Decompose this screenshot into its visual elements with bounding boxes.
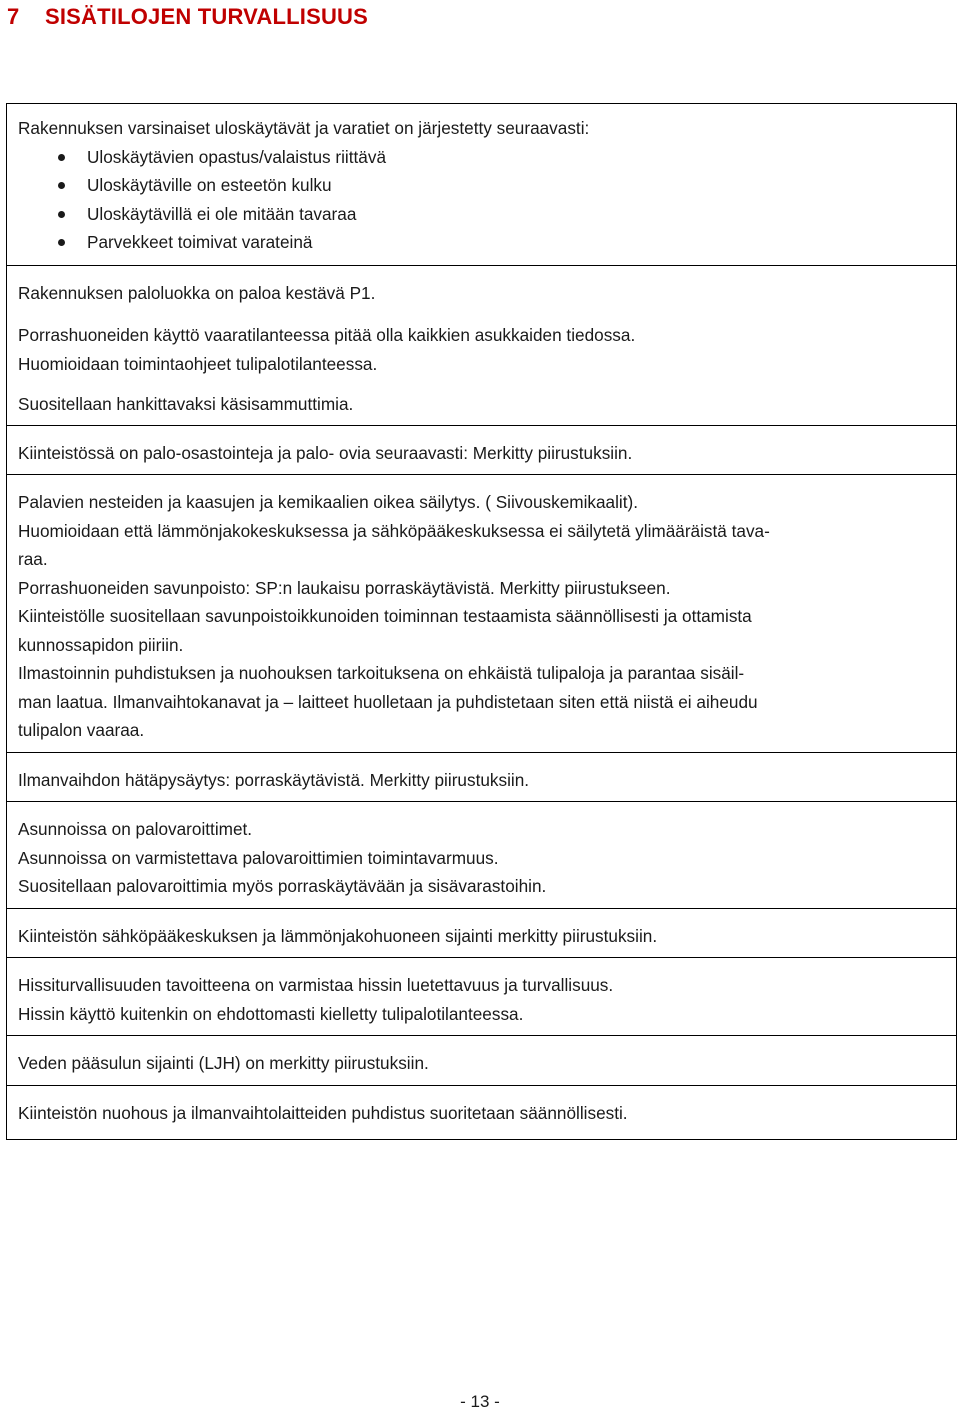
text-line: Suositellaan hankittavaksi käsisammuttimia.: [18, 394, 354, 414]
page-number: - 13 -: [460, 1392, 500, 1411]
text-line: Hissiturvallisuuden tavoitteena on varmistaa hissin luetettavuus ja turvallisuus.: [18, 975, 614, 995]
text-line: Rakennuksen paloluokka on paloa kestävä P1.: [18, 282, 376, 303]
text-line: raa.: [18, 549, 48, 569]
content-table: [6, 103, 957, 1140]
text-line: tulipalon vaaraa.: [18, 720, 145, 740]
cell-water-shutoff: [7, 1036, 956, 1086]
text-line: Huomioidaan että lämmönjakokeskuksessa ja sähköpääkeskuksessa ei säilytetä ylimääräistä tava-: [18, 520, 770, 541]
cell-smoke-alarms: [7, 802, 956, 909]
cell-electrical-room: [7, 909, 956, 959]
text-line: Kiinteistön nuohous ja ilmanvaihtolaitteiden puhdistus suoritetaan säännöllisesti.: [18, 1102, 628, 1123]
section-title: SISÄTILOJEN TURVALLISUUS: [45, 4, 369, 29]
text-line: Asunnoissa on palovaroittimet.: [18, 819, 253, 839]
text-line: Hissin käyttö kuitenkin on ehdottomasti kielletty tulipalotilanteessa.: [18, 1003, 524, 1024]
section-heading: [7, 4, 368, 30]
text-line: Huomioidaan toimintaohjeet tulipalotilanteessa.: [18, 353, 378, 374]
exits-list: [18, 143, 946, 265]
text-line: Porrashuoneiden käyttö vaaratilanteessa pitää olla kaikkien asukkaiden tiedossa.: [18, 325, 636, 345]
list-item: Uloskäytävien opastus/valaistus riittävä: [18, 143, 946, 172]
text-line: Suositellaan palovaroittimia myös porraskäytävään ja sisävarastoihin.: [18, 876, 547, 896]
cell-ventilation-stop: [7, 753, 956, 803]
text-line: Veden pääsulun sijainti (LJH) on merkitty piirustuksiin.: [18, 1053, 429, 1073]
text-line: Porrashuoneiden savunpoisto: SP:n laukaisu porraskäytävistä. Merkitty piirustukseen.: [18, 577, 671, 598]
text-line: Kiinteistössä on palo-osastointeja ja palo- ovia seuraavasti: Merkitty piirustuksiin.: [18, 442, 633, 463]
text-line: kunnossapidon piiriin.: [18, 634, 184, 655]
text-line: Ilmastoinnin puhdistuksen ja nuohouksen tarkoituksena on ehkäistä tulipaloja ja parantaa sisäil-: [18, 663, 745, 683]
list-item: Uloskäytävillä ei ole mitään tavaraa: [18, 200, 946, 229]
text-line: Kiinteistölle suositellaan savunpoistoikkunoiden toiminnan testaamista säännöllisesti ja ottamista: [18, 606, 752, 626]
cell-elevator: [7, 958, 956, 1036]
list-item: Uloskäytäville on esteetön kulku: [18, 171, 946, 200]
text-line: Palavien nesteiden ja kaasujen ja kemikaalien oikea säilytys. ( Siivouskemikaalit).: [18, 492, 639, 512]
text-line: man laatua. Ilmanvaihtokanavat ja – laitteet huolletaan ja puhdistetaan siten että niistä ei aiheudu: [18, 691, 758, 712]
text-line: Ilmanvaihdon hätäpysäytys: porraskäytävistä. Merkitty piirustuksiin.: [18, 769, 530, 790]
exits-intro: Rakennuksen varsinaiset uloskäytävät ja varatiet on järjestetty seuraavasti:: [18, 118, 590, 138]
cell-compartments: [7, 426, 956, 476]
text-line: Asunnoissa on varmistettava palovaroittimien toimintavarmuus.: [18, 847, 499, 868]
list-item: Parvekkeet toimivat varateinä: [18, 228, 946, 257]
cell-storage-smoke: [7, 475, 956, 753]
text-line: Kiinteistön sähköpääkeskuksen ja lämmönjakohuoneen sijainti merkitty piirustuksiin.: [18, 925, 658, 946]
cell-fire-class: [7, 266, 956, 426]
section-number: 7: [7, 4, 20, 29]
cell-chimney-sweep: [7, 1086, 956, 1141]
cell-exits: [7, 104, 956, 266]
